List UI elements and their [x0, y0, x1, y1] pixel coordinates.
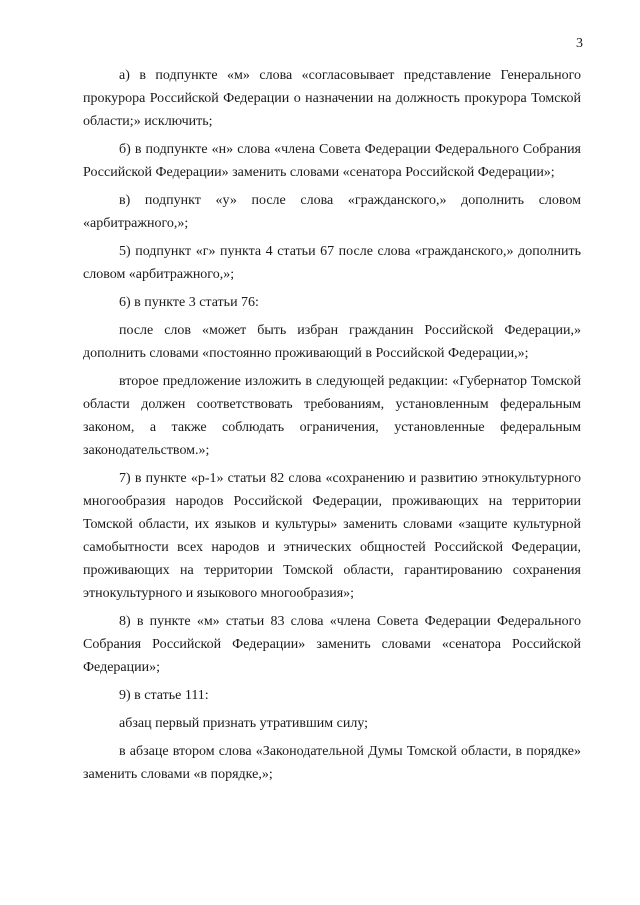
paragraph-b: б) в подпункте «н» слова «члена Совета Федерации Федерального Собрания Российской Федерации» заменить словами «сенатора Российской Федерации»; [83, 142, 581, 180]
paragraph-item-9-second: в абзаце втором слова «Законодательной Думы Томской области, в порядке» заменить словами «в порядке,»; [83, 744, 581, 782]
paragraph-item-7: 7) в пункте «р-1» статьи 82 слова «сохранению и развитию этнокультурного многообразия народов Российской Федерации, проживающих на территории Томской области, их языков и культуры» заменить словами «защите культурной самобытности всех народов и этнических общностей Российской Федерации, проживающих на территории Томской области, гарантированию сохранения этнокультурного и языкового многообразия»; [83, 471, 581, 601]
page-number: 3 [576, 36, 583, 51]
paragraph-item-9-first: абзац первый признать утратившим силу; [119, 716, 369, 731]
paragraph-item-6-second: второе предложение изложить в следующей редакции: «Губернатор Томской области должен соответствовать требованиям, установленным федеральным законом, а также соблюдать ограничения, установленные федеральным законодательством.»; [83, 374, 581, 458]
paragraph-item-8: 8) в пункте «м» статьи 83 слова «члена Совета Федерации Федерального Собрания Российской Федерации» заменить словами «сенатора Российской Федерации»; [83, 614, 581, 675]
document-body [83, 64, 581, 791]
paragraph-v: в) подпункт «у» после слова «гражданского,» дополнить словом «арбитражного,»; [83, 193, 581, 231]
paragraph-item-6: 6) в пункте 3 статьи 76: [119, 295, 259, 310]
paragraph-a: а) в подпункте «м» слова «согласовывает представление Генерального прокурора Российской Федерации о назначении на должность прокурора Томской области;» исключить; [83, 68, 581, 129]
paragraph-item-6-first: после слов «может быть избран гражданин Российской Федерации,» дополнить словами «постоянно проживающий в Российской Федерации,»; [83, 323, 581, 361]
paragraph-item-5: 5) подпункт «г» пункта 4 статьи 67 после слова «гражданского,» дополнить словом «арбитражного,»; [83, 244, 581, 282]
paragraph-item-9: 9) в статье 111: [119, 688, 209, 703]
